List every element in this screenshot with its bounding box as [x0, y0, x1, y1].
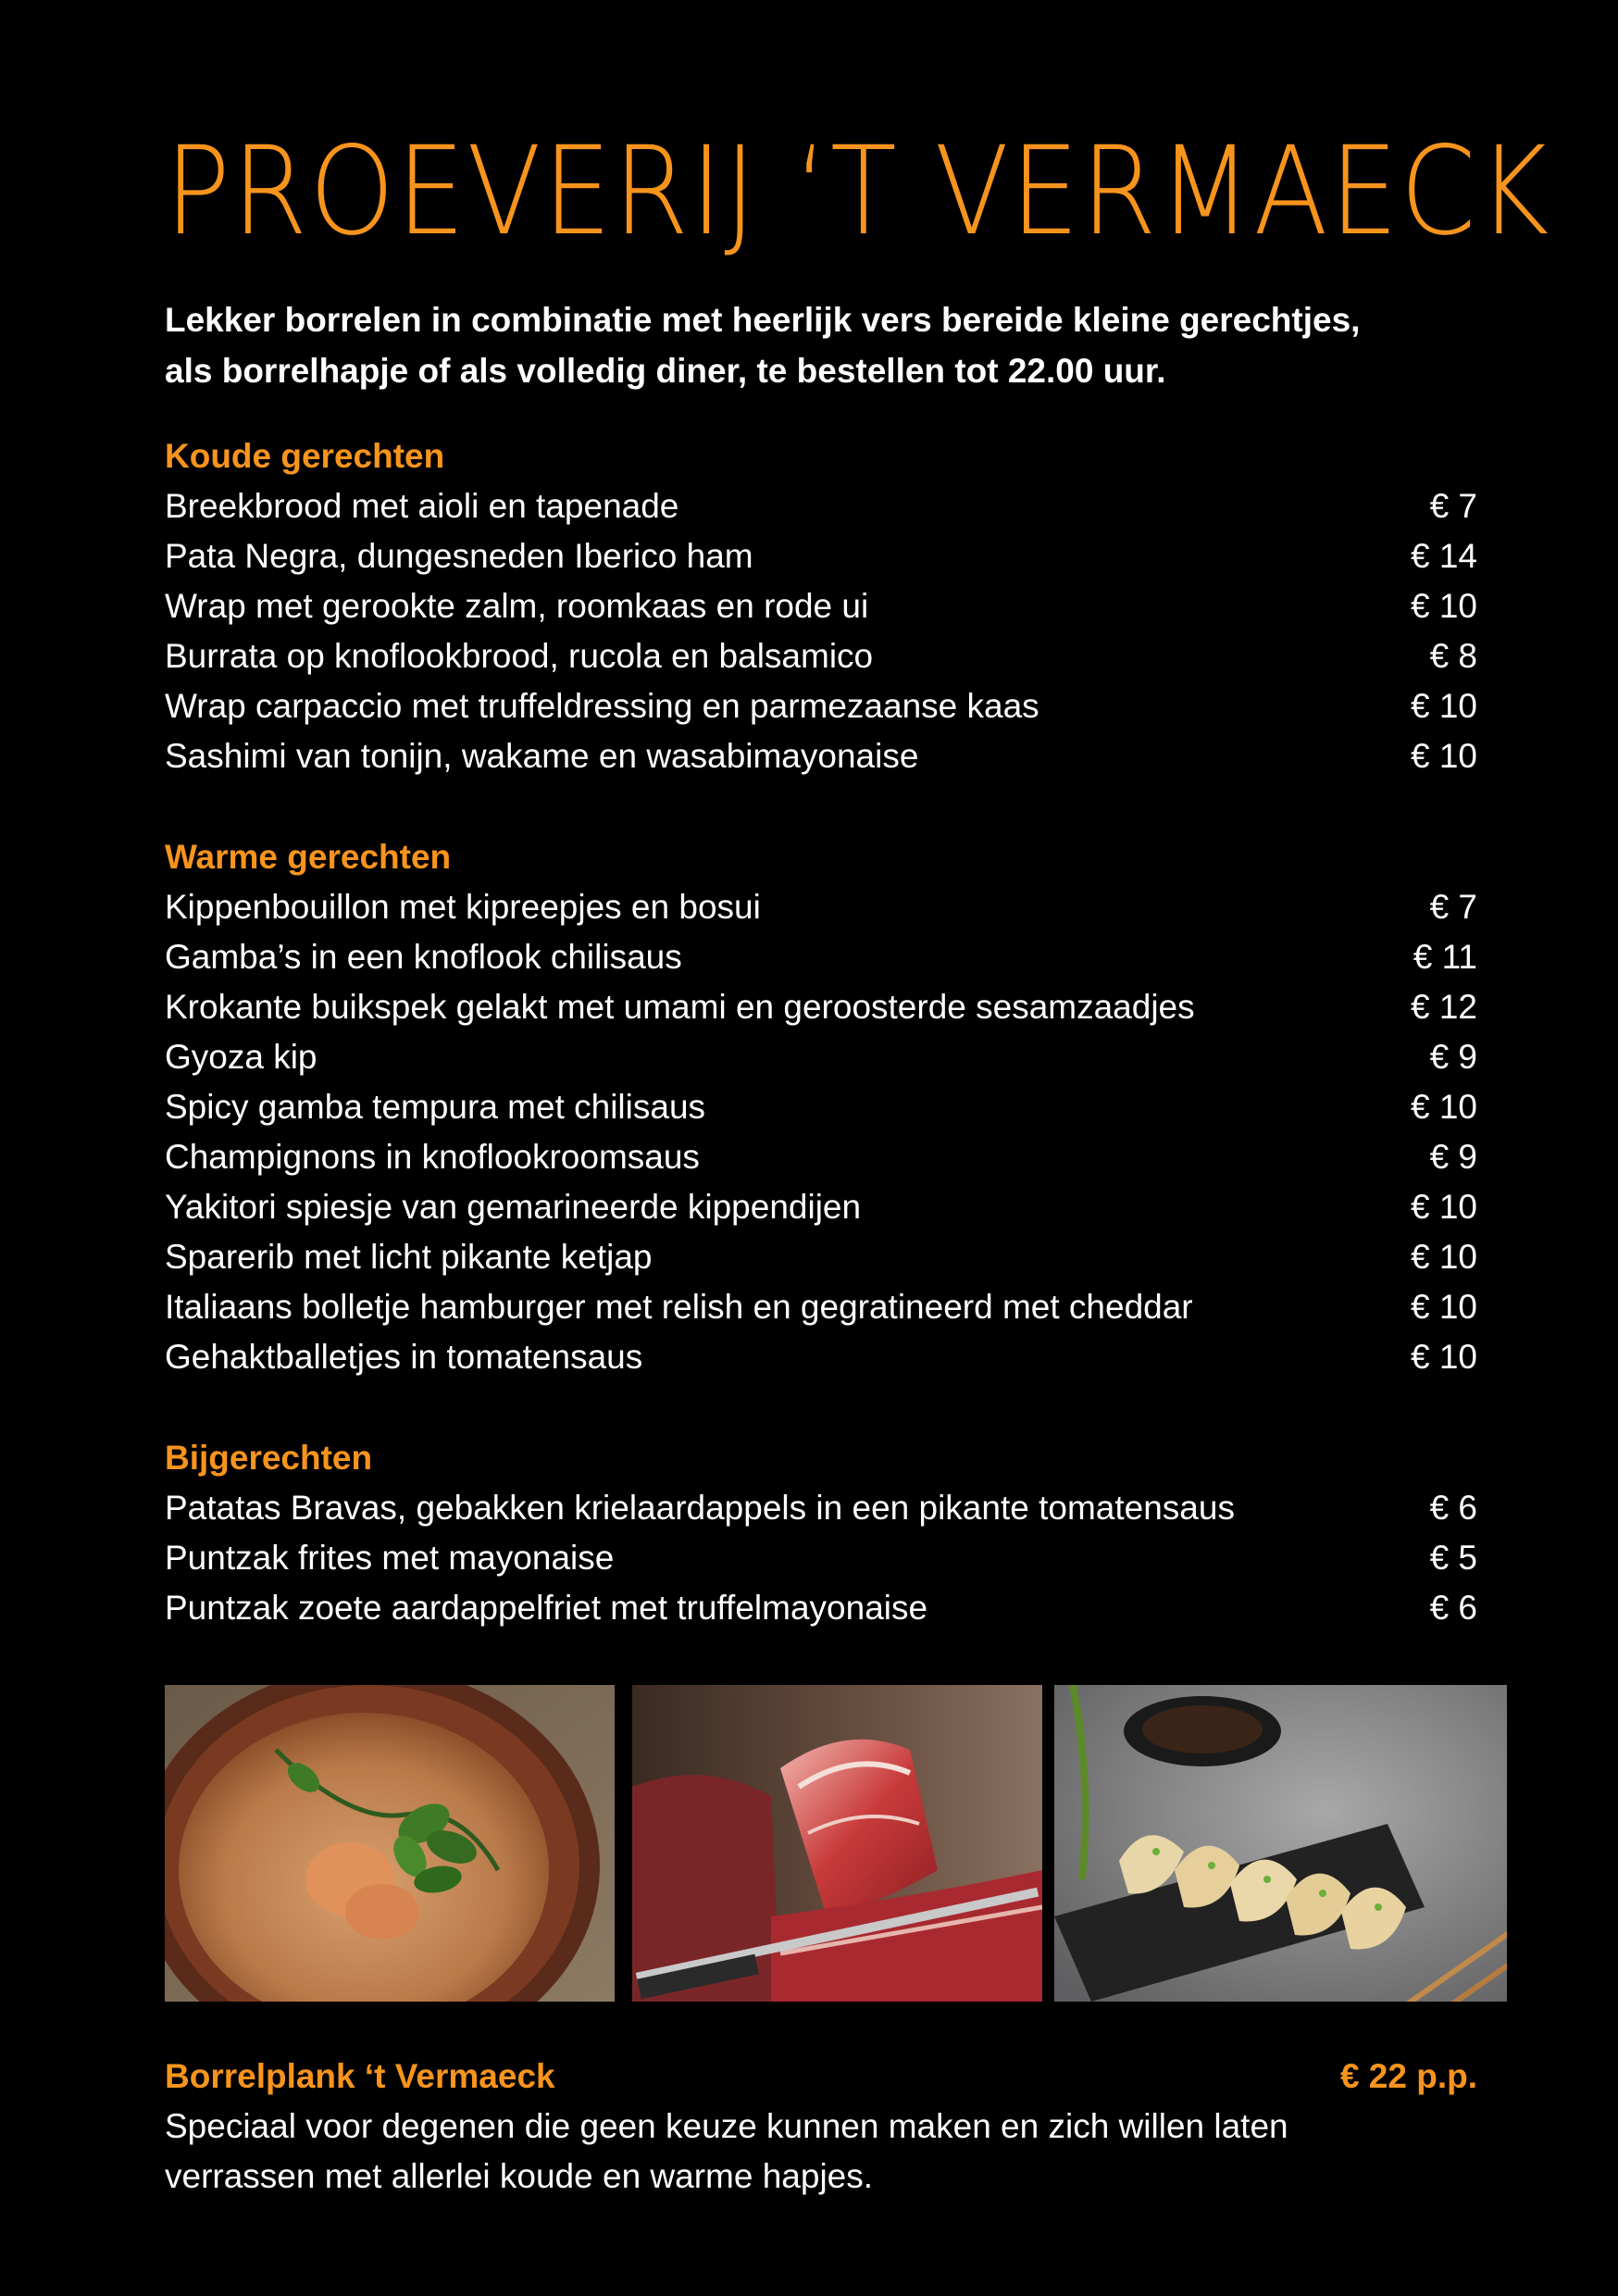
item-price: € 7 — [1429, 487, 1477, 525]
item-price: € 11 — [1413, 938, 1477, 976]
item-price: € 6 — [1429, 1589, 1477, 1627]
item-price: € 10 — [1410, 1238, 1477, 1276]
shrimp-soup-photo — [165, 1685, 615, 2002]
menu-item — [165, 882, 1477, 932]
item-price: € 14 — [1410, 537, 1477, 575]
item-name: Pata Negra, dungesneden Iberico ham — [165, 537, 753, 575]
item-name: Wrap met gerookte zalm, roomkaas en rode ui — [165, 587, 869, 625]
item-price: € 8 — [1429, 637, 1477, 675]
menu-item — [165, 982, 1477, 1032]
item-price: € 9 — [1429, 1038, 1477, 1076]
menu-item — [165, 731, 1477, 781]
item-name: Kippenbouillon met kipreepjes en bosui — [165, 888, 761, 926]
item-price: € 6 — [1429, 1489, 1477, 1527]
item-name: Yakitori spiesje van gemarineerde kippendijen — [165, 1188, 862, 1226]
item-name: Gamba’s in een knoflook chilisaus — [165, 938, 682, 976]
item-price: € 10 — [1410, 1288, 1477, 1326]
section-title: Koude gerechten — [165, 437, 445, 475]
borrelplank-title: Borrelplank ‘t Vermaeck — [165, 2057, 555, 2095]
item-price: € 9 — [1429, 1138, 1477, 1176]
item-price: € 12 — [1410, 988, 1477, 1026]
iberico-ham-photo — [632, 1685, 1042, 2002]
gyoza-photo — [1054, 1685, 1507, 2002]
intro-line: als borrelhapje of als volledig diner, te bestellen tot 22.00 uur. — [165, 352, 1166, 390]
borrelplank-price: € 22 p.p. — [1339, 2057, 1477, 2095]
menu-item — [165, 932, 1477, 982]
borrelplank-description — [165, 2102, 1368, 2202]
item-price: € 5 — [1429, 1539, 1477, 1577]
item-price: € 10 — [1410, 1338, 1477, 1376]
borrelplank-header — [165, 2052, 1477, 2102]
section-title: Warme gerechten — [165, 838, 452, 876]
item-name: Krokante buikspek gelakt met umami en geroosterde sesamzaadjes — [165, 988, 1195, 1026]
item-name: Puntzak zoete aardappelfriet met truffelmayonaise — [165, 1589, 928, 1627]
menu-item — [165, 1282, 1477, 1332]
item-price: € 10 — [1410, 1188, 1477, 1226]
item-price: € 10 — [1410, 687, 1477, 725]
menu-item — [165, 1332, 1477, 1382]
item-name: Gyoza kip — [165, 1038, 317, 1076]
menu-item — [165, 1182, 1477, 1232]
intro-line: Lekker borrelen in combinatie met heerlijk vers bereide kleine gerechtjes, — [165, 301, 1361, 339]
item-name: Burrata op knoflookbrood, rucola en balsamico — [165, 637, 874, 675]
item-price: € 10 — [1410, 587, 1477, 625]
item-name: Italiaans bolletje hamburger met relish en gegratineerd met cheddar — [165, 1288, 1193, 1326]
item-price: € 10 — [1410, 1088, 1477, 1126]
item-name: Patatas Bravas, gebakken krielaardappels in een pikante tomatensaus — [165, 1489, 1235, 1527]
borrelplank-line: verrassen met allerlei koude en warme hapjes. — [165, 2157, 874, 2195]
section-warme-gerechten — [165, 832, 1477, 1382]
item-name: Breekbrood met aioli en tapenade — [165, 487, 679, 525]
menu-item — [165, 1232, 1477, 1282]
item-name: Gehaktballetjes in tomatensaus — [165, 1338, 643, 1376]
menu-item — [165, 631, 1477, 681]
item-name: Wrap carpaccio met truffeldressing en parmezaanse kaas — [165, 687, 1039, 725]
menu-item — [165, 581, 1477, 631]
page-title: PROEVERIJ ‘T VERMAECK — [165, 120, 1551, 263]
item-price: € 7 — [1429, 888, 1477, 926]
menu-item — [165, 1583, 1477, 1633]
section-koude-gerechten — [165, 431, 1477, 781]
menu-item — [165, 1082, 1477, 1132]
menu-item — [165, 1533, 1477, 1583]
section-title: Bijgerechten — [165, 1439, 373, 1477]
menu-item — [165, 1132, 1477, 1182]
item-price: € 10 — [1410, 737, 1477, 775]
menu-item — [165, 1032, 1477, 1082]
item-name: Spicy gamba tempura met chilisaus — [165, 1088, 706, 1126]
intro-text — [165, 294, 1479, 396]
menu-item — [165, 1483, 1477, 1533]
item-name: Sparerib met licht pikante ketjap — [165, 1238, 653, 1276]
menu-item — [165, 531, 1477, 581]
photo-strip — [165, 1685, 1507, 2002]
item-name: Sashimi van tonijn, wakame en wasabimayonaise — [165, 737, 919, 775]
item-name: Puntzak frites met mayonaise — [165, 1539, 615, 1577]
borrelplank-line: Speciaal voor degenen die geen keuze kunnen maken en zich willen laten — [165, 2107, 1288, 2145]
item-name: Champignons in knoflookroomsaus — [165, 1138, 700, 1176]
section-bijgerechten — [165, 1433, 1477, 1633]
menu-item — [165, 481, 1477, 531]
menu-item — [165, 681, 1477, 731]
